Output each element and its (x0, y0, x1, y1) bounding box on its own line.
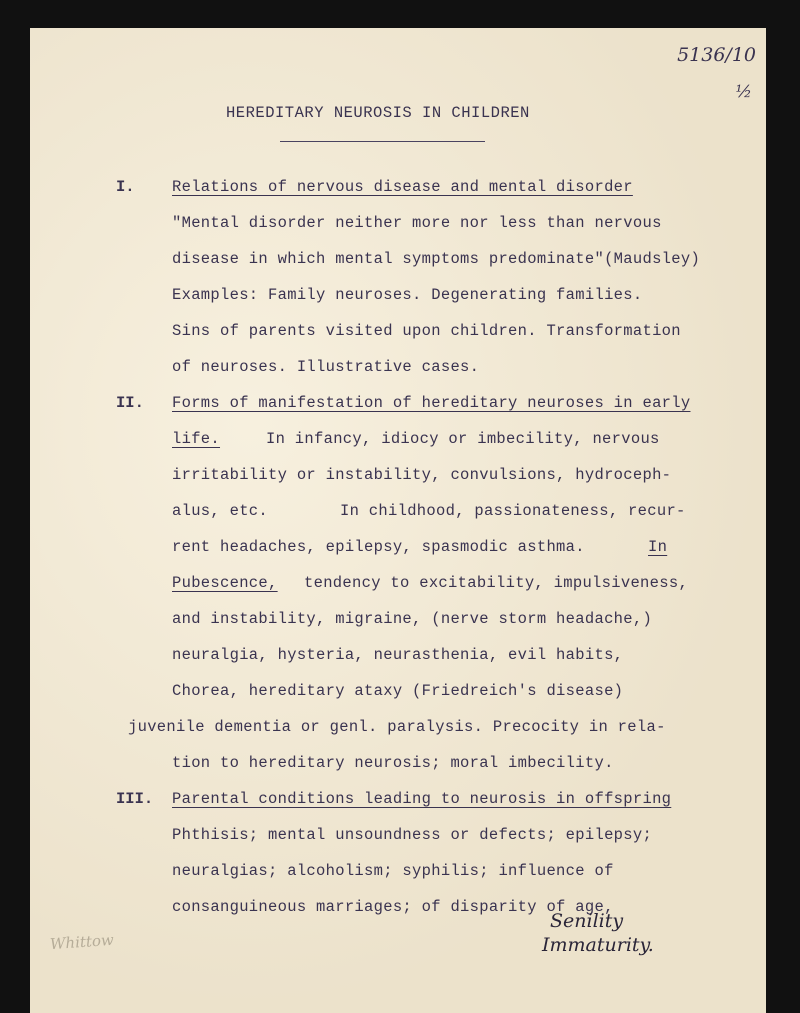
handwritten-addition: Senility (550, 910, 624, 932)
section-2-line: In infancy, idiocy or imbecility, nervous (266, 430, 660, 448)
section-2-heading-cont: life. (172, 430, 221, 448)
document-page (30, 28, 766, 1013)
margin-note: Whittow (49, 930, 115, 954)
section-3-number: III. (116, 790, 154, 808)
section-1-heading: Relations of nervous disease and mental disorder (172, 178, 633, 196)
section-3-line: neuralgias; alcoholism; syphilis; influence of (172, 862, 614, 880)
section-2-line: and instability, migraine, (nerve storm headache,) (172, 610, 653, 628)
section-1-line: disease in which mental symptoms predominate"(Maudsley) (172, 250, 701, 268)
section-2-line: juvenile dementia or genl. paralysis. Precocity in rela- (128, 718, 666, 736)
page-title: HEREDITARY NEUROSIS IN CHILDREN (226, 104, 530, 122)
title-underline (280, 141, 485, 142)
section-1-line: of neuroses. Illustrative cases. (172, 358, 480, 376)
section-3-line: consanguineous marriages; of disparity of age, (172, 898, 614, 916)
section-1-line: Sins of parents visited upon children. Transformation (172, 322, 681, 340)
section-2-line: Chorea, hereditary ataxy (Friedreich's disease) (172, 682, 624, 700)
section-2-line: irritability or instability, convulsions, hydroceph- (172, 466, 672, 484)
section-1-line: "Mental disorder neither more nor less than nervous (172, 214, 662, 232)
section-1-line: Examples: Family neuroses. Degenerating families. (172, 286, 643, 304)
section-2-line: In (648, 538, 668, 556)
section-2-heading: Forms of manifestation of hereditary neuroses in early (172, 394, 691, 412)
section-3-line: Phthisis; mental unsoundness or defects; epilepsy; (172, 826, 653, 844)
reference-number: 5136/10 (677, 44, 756, 66)
handwritten-addition: Immaturity. (542, 934, 654, 956)
section-2-line: tendency to excitability, impulsiveness, (304, 574, 689, 592)
page-mark: ½ (735, 82, 752, 102)
section-2-line: alus, etc. (172, 502, 269, 520)
section-2-line: In childhood, passionateness, recur- (340, 502, 686, 520)
section-2-number: II. (116, 394, 144, 412)
section-2-line: rent headaches, epilepsy, spasmodic asthma. (172, 538, 585, 556)
section-2-line: Pubescence, (172, 574, 278, 592)
section-3-heading: Parental conditions leading to neurosis in offspring (172, 790, 672, 808)
section-2-line: tion to hereditary neurosis; moral imbecility. (172, 754, 614, 772)
section-1-number: I. (116, 178, 135, 196)
section-2-line: neuralgia, hysteria, neurasthenia, evil habits, (172, 646, 624, 664)
